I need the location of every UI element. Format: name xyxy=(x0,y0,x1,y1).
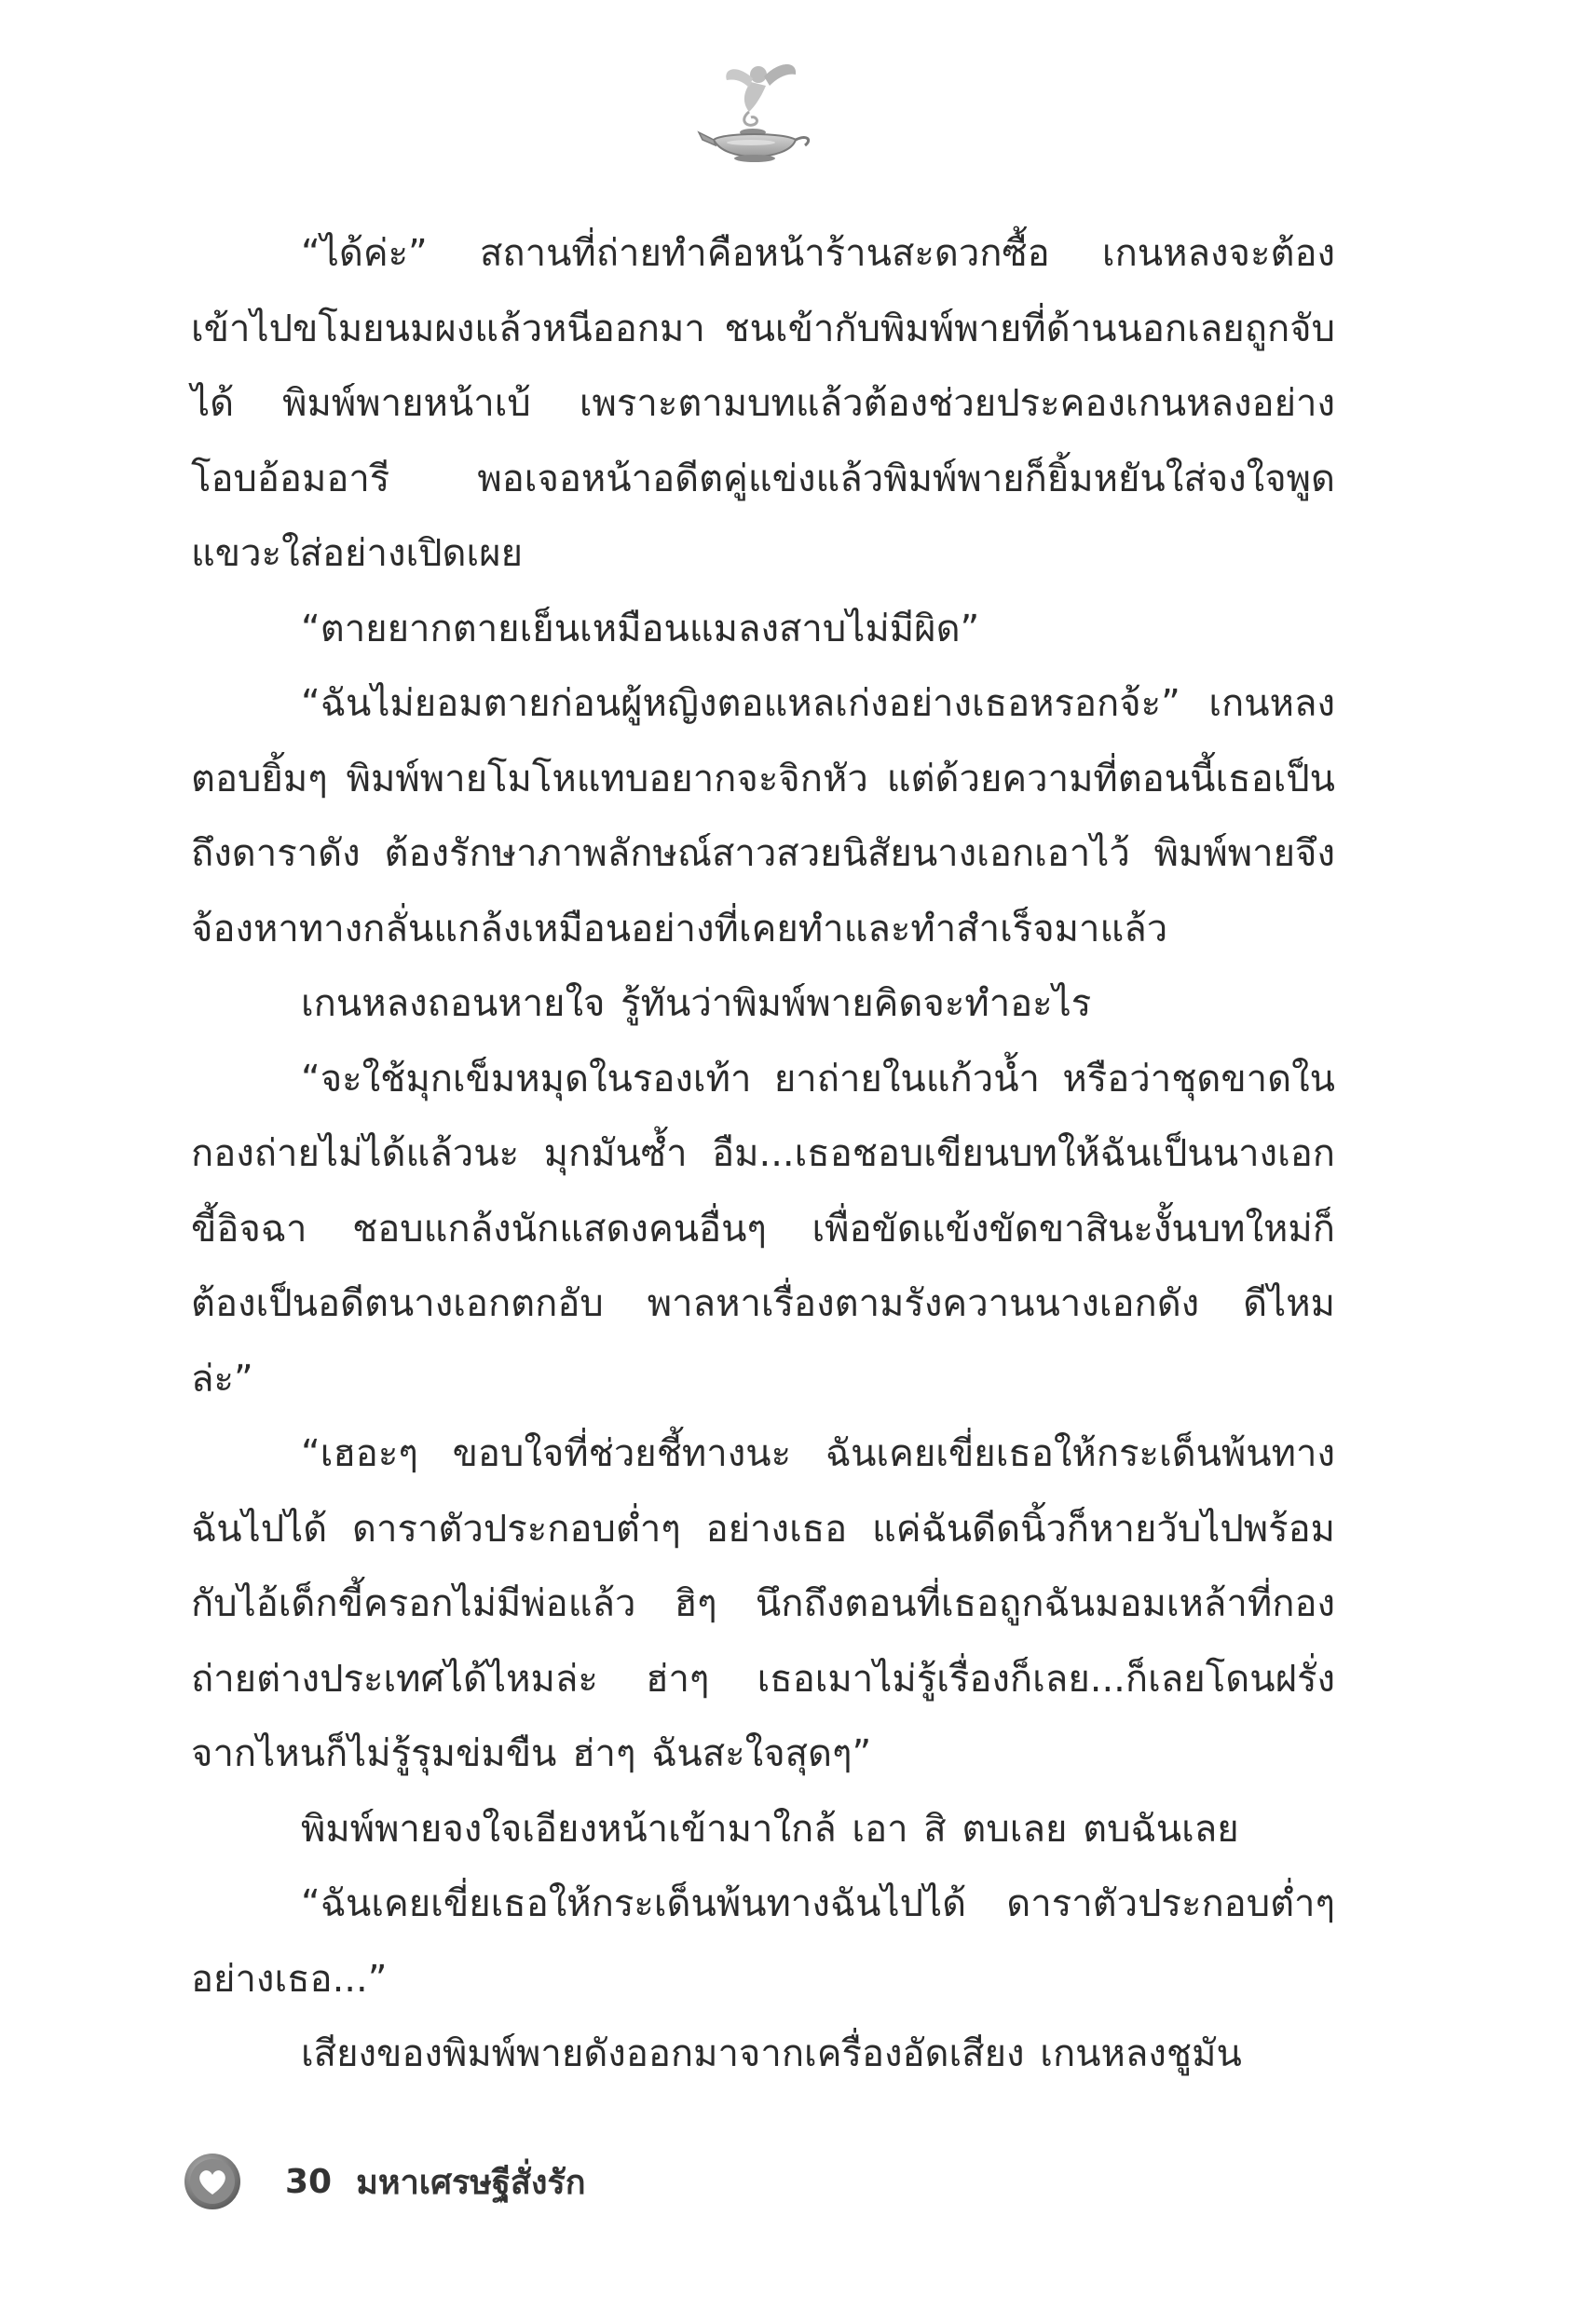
heart-badge-icon xyxy=(183,2152,242,2211)
paragraph: “ตายยากตายเย็นเหมือนแมลงสาบไม่มีผิด” xyxy=(301,607,980,650)
body-text xyxy=(191,216,1335,2092)
book-title: มหาเศรษฐีสั่งรัก xyxy=(356,2163,586,2202)
header-ornament xyxy=(695,54,816,166)
paragraph: เกนหลงถอนหายใจ รู้ทันว่าพิมพ์พายคิดจะทำอะไร xyxy=(301,982,1092,1025)
paragraph: “ได้ค่ะ” สถานที่ถ่ายทำคือหน้าร้านสะดวกซื้อ เกนหลงจะต้องเข้าไปขโมยนมผงแล้วหนีออกมา ชนเข้ากับพิมพ์พายที่ด้านนอกเลยถูกจับได้ พิมพ์พายหน้าเบ้ เพราะตามบทแล้วต้องช่วยประคองเกนหลงอย่างโอบอ้อมอารี พอเจอหน้าอดีตคู่แข่งแล้วพิมพ์พายก็ยิ้มหยันใส่จงใจพูดแขวะใส่อย่างเปิดเผย xyxy=(191,232,1335,575)
paragraph: พิมพ์พายจงใจเอียงหน้าเข้ามาใกล้ เอา สิ ตบเลย ตบฉันเลย xyxy=(301,1807,1239,1851)
paragraph: เสียงของพิมพ์พายดังออกมาจากเครื่องอัดเสียง เกนหลงชูมัน xyxy=(301,2032,1242,2075)
magic-lamp-fairy-icon xyxy=(695,54,816,166)
page-number: 30 xyxy=(285,2162,333,2201)
paragraph: “ฉันเคยเขี่ยเธอให้กระเด็นพ้นทางฉันไปได้ ดาราตัวประกอบต่ำๆอย่างเธอ...” xyxy=(191,1882,1335,2001)
paragraph: “เฮอะๆ ขอบใจที่ช่วยชี้ทางนะ ฉันเคยเขี่ยเธอให้กระเด็นพ้นทางฉันไปได้ ดาราตัวประกอบต่ำๆ อย่างเธอ แค่ฉันดีดนิ้วก็หายวับไปพร้อมกับไอ้เด็กขี้ครอกไม่มีพ่อแล้ว ฮิๆ นึกถึงตอนที่เธอถูกฉันมอมเหล้าที่กองถ่ายต่างประเทศได้ไหมล่ะ ฮ่าๆ เธอเมาไม่รู้เรื่องก็เลย...ก็เลยโดนฝรั่งจากไหนก็ไม่รู้รุมข่มขืน ฮ่าๆ ฉันสะใจสุดๆ” xyxy=(191,1432,1335,1775)
page-footer xyxy=(183,2149,586,2214)
paragraph: “ฉันไม่ยอมตายก่อนผู้หญิงตอแหลเก่งอย่างเธอหรอกจ้ะ” เกนหลงตอบยิ้มๆ พิมพ์พายโมโหแทบอยากจะจิกหัว แต่ด้วยความที่ตอนนี้เธอเป็นถึงดาราดัง ต้องรักษาภาพลักษณ์สาวสวยนิสัยนางเอกเอาไว้ พิมพ์พายจึงจ้องหาทางกลั่นแกล้งเหมือนอย่างที่เคยทำและทำสำเร็จมาแล้ว xyxy=(191,682,1335,950)
paragraph: “จะใช้มุกเข็มหมุดในรองเท้า ยาถ่ายในแก้วน้ำ หรือว่าชุดขาดในกองถ่ายไม่ได้แล้วนะ มุกมันซ้ำ อืม...เธอชอบเขียนบทให้ฉันเป็นนางเอกขี้อิจฉา ชอบแกล้งนักแสดงคนอื่นๆ เพื่อขัดแข้งขัดขาสินะงั้นบทใหม่ก็ต้องเป็นอดีตนางเอกตกอับ พาลหาเรื่องตามรังควานนางเอกดัง ดีไหมล่ะ” xyxy=(191,1057,1335,1401)
